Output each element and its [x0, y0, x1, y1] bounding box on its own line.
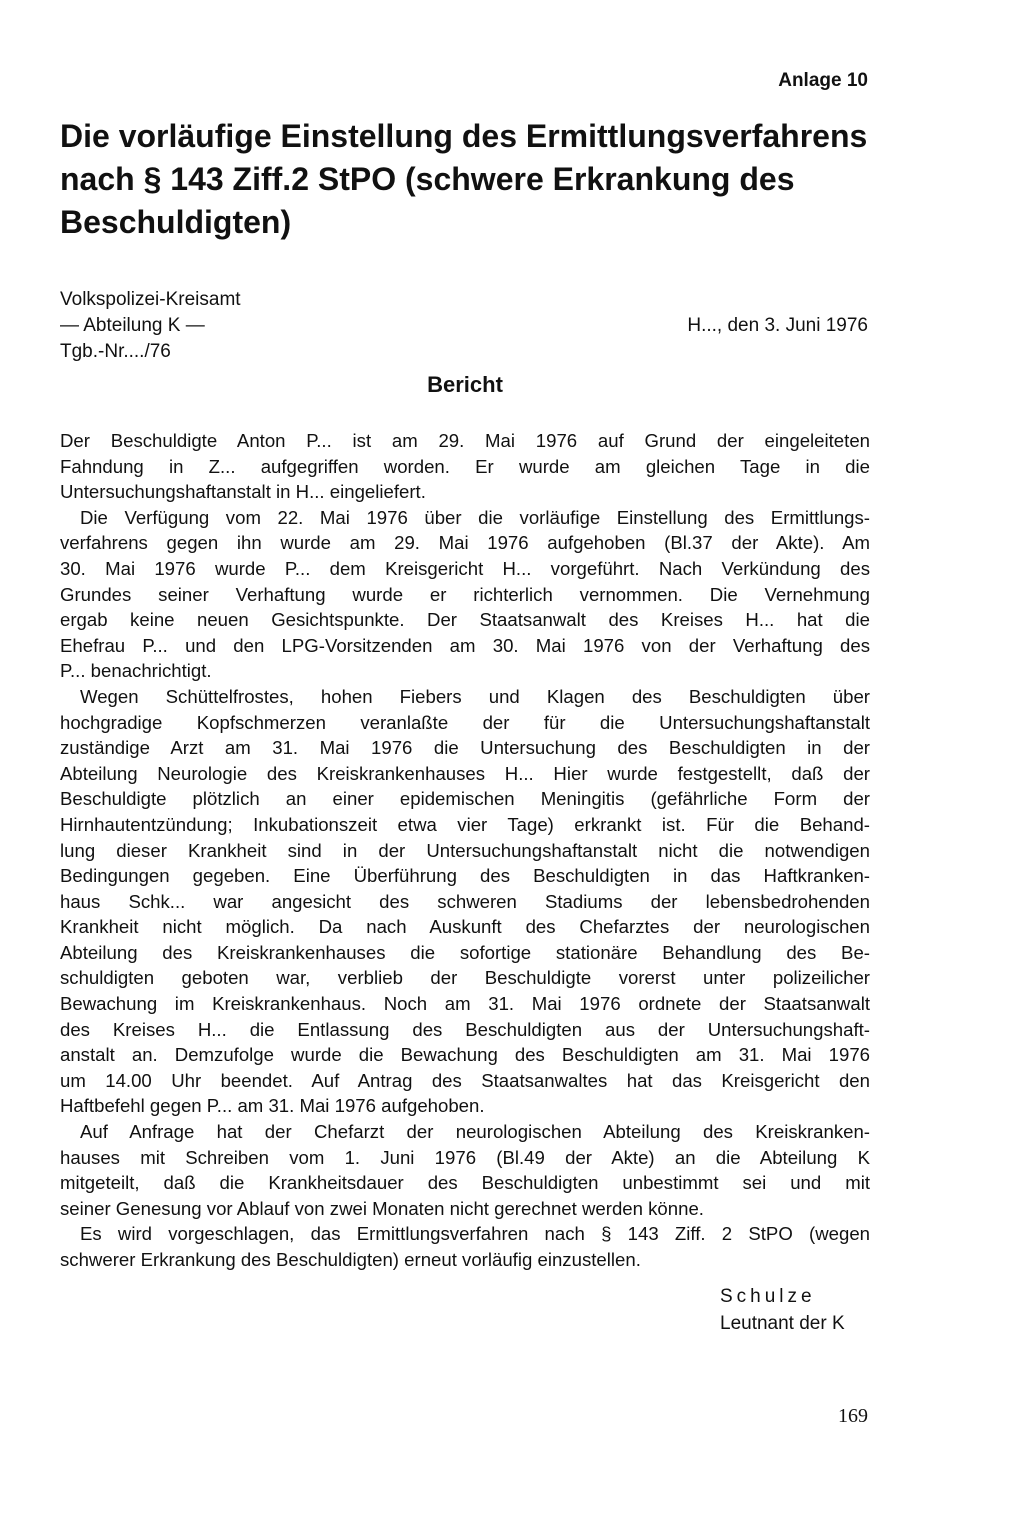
report-heading: Bericht	[427, 372, 503, 397]
place-date: H..., den 3. Juni 1976	[687, 315, 868, 336]
text-line: Wegen Schüttelfrostes, hohen Fiebers und Klagen des Beschuldigten über	[80, 685, 870, 707]
signer-rank: Leutnant der K	[720, 1313, 845, 1334]
text-line: schuldigten geboten war, verblieb der Beschuldigte vorerst unter polizeilicher	[60, 967, 870, 989]
text-line: Abteilung des Kreiskrankenhauses die sofortige stationäre Behandlung des Be-	[60, 941, 870, 963]
text-line: Fahndung in Z... aufgegriffen worden. Er wurde am gleichen Tage in die	[60, 455, 870, 477]
text-line: schwerer Erkrankung des Beschuldigten) erneut vorläufig einzustellen.	[60, 1249, 641, 1270]
text-line: um 14.00 Uhr beendet. Auf Antrag des Staatsanwaltes hat das Kreisgericht den	[60, 1069, 870, 1091]
text-line: verfahrens gegen ihn wurde am 29. Mai 1976 aufgehoben (Bl.37 der Akte). Am	[60, 532, 870, 554]
text-line: Beschuldigte plötzlich an einer epidemischen Meningitis (gefährliche Form der	[60, 788, 870, 810]
text-line: Der Beschuldigte Anton P... ist am 29. Mai 1976 auf Grund der eingeleiteten	[60, 430, 870, 451]
document-title	[60, 115, 870, 244]
text-line: zuständige Arzt am 31. Mai 1976 die Untersuchung des Beschuldigten in der	[60, 737, 870, 759]
title-line: Die vorläufige Einstellung des Ermittlungsverfahrens	[60, 118, 868, 154]
text-line: hochgradige Kopfschmerzen veranlaßte der für die Untersuchungshaftanstalt	[60, 711, 870, 733]
page-number: 169	[838, 1405, 868, 1427]
text-line: Die Verfügung vom 22. Mai 1976 über die vorläufige Einstellung des Ermittlungs-	[80, 506, 870, 528]
text-line: mitgeteilt, daß die Krankheitsdauer des Beschuldigten unbestimmt sei und mit	[60, 1172, 870, 1194]
letterhead	[60, 287, 241, 365]
text-line: ergab keine neuen Gesichtspunkte. Der Staatsanwalt des Kreises H... hat die	[60, 609, 870, 631]
reference-number: Tgb.-Nr..../76	[60, 341, 171, 362]
title-line: Beschuldigten)	[60, 204, 292, 240]
signature-block	[720, 1283, 845, 1337]
annex-label: Anlage 10	[778, 70, 868, 91]
text-line: des Kreises H... die Entlassung des Beschuldigten aus der Untersuchungshaft-	[60, 1018, 870, 1040]
text-line: hauses mit Schreiben vom 1. Juni 1976 (Bl.49 der Akte) an die Abteilung K	[60, 1146, 870, 1168]
text-line: Grundes seiner Verhaftung wurde er richterlich vernommen. Die Vernehmung	[60, 583, 870, 605]
text-line: Bedingungen gegeben. Eine Überführung des Beschuldigten in das Haftkranken-	[60, 865, 870, 887]
text-line: Untersuchungshaftanstalt in H... eingeliefert.	[60, 481, 426, 503]
text-line: P... benachrichtigt.	[60, 660, 212, 682]
text-line: Bewachung im Kreiskrankenhaus. Noch am 31. Mai 1976 ordnete der Staatsanwalt	[60, 993, 870, 1015]
text-line: haus Schk... war angesicht des schweren Stadiums der lebensbedrohenden	[60, 890, 870, 912]
text-line: Auf Anfrage hat der Chefarzt der neurologischen Abteilung des Kreiskranken-	[80, 1121, 870, 1143]
text-line: lung dieser Krankheit sind in der Untersuchungshaftanstalt nicht die notwendigen	[60, 839, 870, 861]
signer-name: Schulze	[720, 1286, 816, 1307]
report-body	[60, 428, 870, 1273]
text-line: Hirnhautentzündung; Inkubationszeit etwa vier Tage) erkrankt ist. Für die Behand-	[60, 813, 870, 835]
text-line: Abteilung Neurologie des Kreiskrankenhauses H... Hier wurde festgestellt, daß der	[60, 762, 870, 784]
text-line: 30. Mai 1976 wurde P... dem Kreisgericht H... vorgeführt. Nach Verkündung des	[60, 557, 870, 579]
text-line: anstalt an. Demzufolge wurde die Bewachung des Beschuldigten am 31. Mai 1976	[60, 1044, 870, 1066]
text-line: Ehefrau P... und den LPG-Vorsitzenden am 30. Mai 1976 von der Verhaftung des	[60, 634, 870, 656]
department: — Abteilung K —	[60, 315, 205, 336]
issuing-office: Volkspolizei-Kreisamt	[60, 289, 241, 310]
text-line: Es wird vorgeschlagen, das Ermittlungsverfahren nach § 143 Ziff. 2 StPO (wegen	[80, 1223, 870, 1245]
text-line: Haftbefehl gegen P... am 31. Mai 1976 aufgehoben.	[60, 1095, 485, 1117]
text-line: seiner Genesung vor Ablauf von zwei Monaten nicht gerechnet werden könne.	[60, 1197, 704, 1219]
text-line: Krankheit nicht möglich. Da nach Auskunft des Chefarztes der neurologischen	[60, 916, 870, 938]
title-line: nach § 143 Ziff.2 StPO (schwere Erkrankung des	[60, 161, 795, 197]
